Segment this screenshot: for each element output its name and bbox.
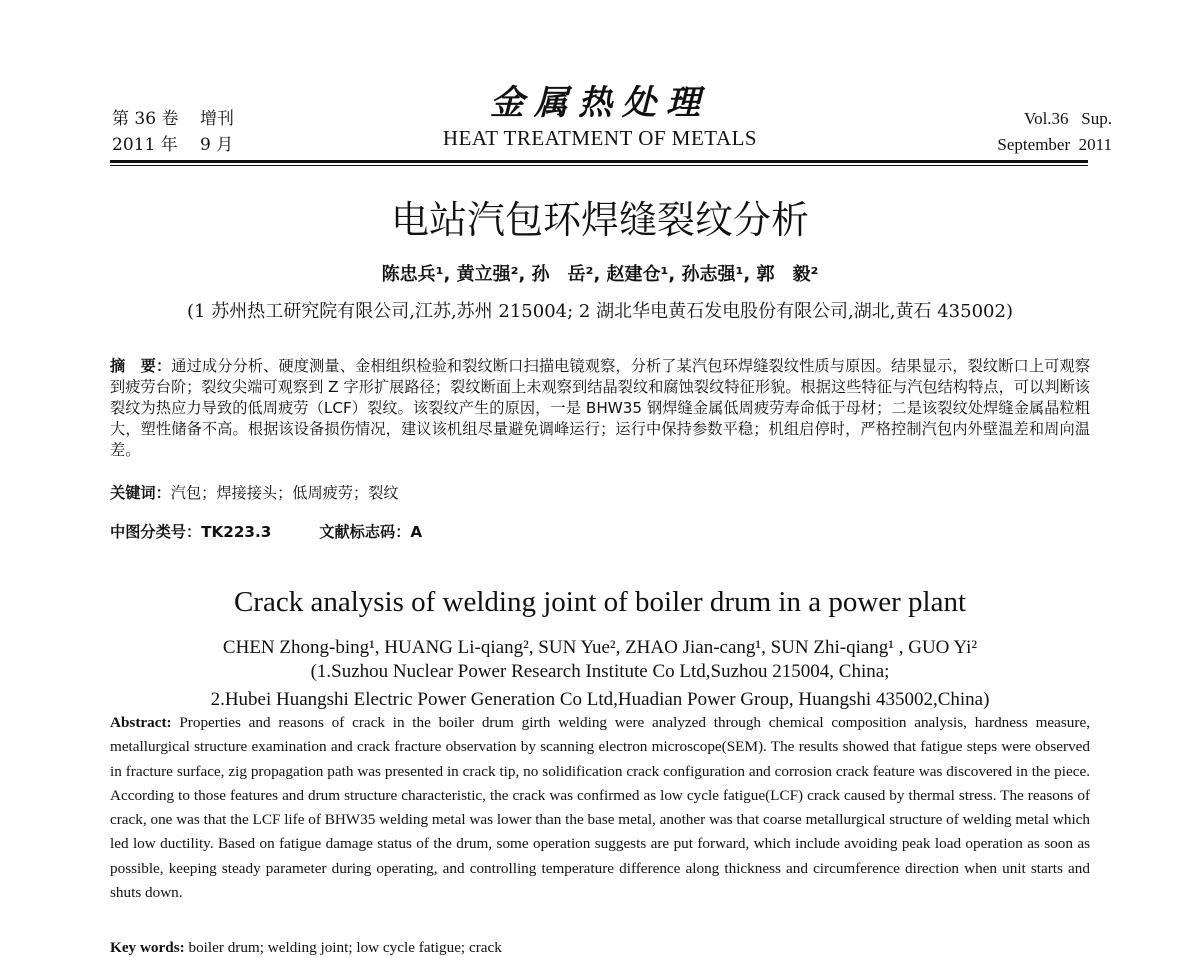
keywords-cn xyxy=(110,483,399,504)
abstract-en xyxy=(110,711,1090,905)
volume-cn: 第 36 卷 xyxy=(112,109,179,129)
year-cn: 2011 年 xyxy=(112,135,178,155)
doc-code-label: 文献标志码： xyxy=(319,523,411,541)
doc-code-value: A xyxy=(410,523,423,541)
abstract-cn-label: 摘 要： xyxy=(110,357,172,375)
keywords-en-text: boiler drum; welding joint; low cycle fatigue; crack xyxy=(184,939,502,956)
paper-title-en: Crack analysis of welding joint of boiler drum in a power plant xyxy=(233,586,967,618)
masthead-rule xyxy=(110,160,1088,166)
authors-cn: 陈忠兵¹, 黄立强², 孙 岳², 赵建仓¹, 孙志强¹, 郭 毅² xyxy=(381,264,819,285)
clc-label: 中图分类号： xyxy=(110,523,202,541)
masthead-left xyxy=(112,106,234,158)
volume-en: Vol.36 Sup. xyxy=(1023,109,1112,128)
affiliation-en-2: 2.Hubei Huangshi Electric Power Generation Co Ltd,Huadian Power Group, Huangshi 435002,China) xyxy=(210,689,990,710)
keywords-en-label: Key words: xyxy=(110,939,185,956)
journal-name-cn: 金属热处理 xyxy=(490,83,710,123)
authors-en: CHEN Zhong-bing¹, HUANG Li-qiang², SUN Yue², ZHAO Jian-cang¹, SUN Zhi-qiang¹ , GUO Yi² xyxy=(222,637,978,658)
clc-value: TK223.3 xyxy=(201,523,272,541)
journal-masthead xyxy=(400,80,800,150)
journal-name-en: HEAT TREATMENT OF METALS xyxy=(442,126,758,150)
paper-title-cn: 电站汽包环焊缝裂纹分析 xyxy=(390,198,809,242)
keywords-cn-label: 关键词： xyxy=(110,484,171,502)
abstract-cn xyxy=(110,356,1090,461)
abstract-en-label: Abstract: xyxy=(110,714,172,731)
abstract-cn-text: 通过成分分析、硬度测量、金相组织检验和裂纹断口扫描电镜观察，分析了某汽包环焊缝裂纹性质与原因。结果显示，裂纹断口上可观察到疲劳台阶；裂纹尖端可观察到 Z 字形扩展路径；裂纹断面上未观察到结晶裂纹和腐蚀裂纹特征形貌。根据这些特征与汽包结构特点，可以判断该裂纹为热应力导致的低周疲劳（LCF）裂纹。该裂纹产生的原因，一是 BHW35 钢焊缝金属低周疲劳寿命低于母材；二是该裂纹处焊缝金属晶粒粗大，塑性储备不高。根据该设备损伤情况，建议该机组尽量避免调峰运行；运行中保持参数平稳；机组启停时，严格控制汽包内外壁温差和周向温差。 xyxy=(110,357,1091,459)
classification-cn xyxy=(110,522,422,543)
keywords-en xyxy=(110,938,502,958)
masthead-right xyxy=(997,106,1112,158)
keywords-cn-text: 汽包；焊接接头；低周疲劳；裂纹 xyxy=(170,484,399,502)
abstract-en-text: Properties and reasons of crack in the boiler drum girth welding were analyzed through chemical composition analysis, hardness measure, metallurgical structure examination and crack fracture observation by scanning electron microscope(SEM). The results showed that fatigue steps were observed in fracture surface, zig propagation path was presented in crack tip, no solidification crack configuration and corrosion crack feature was discovered in the piece. According to those features and drum structure characteristic, the crack was confirmed as low cycle fatigue(LCF) crack caused by thermal stress. The reasons of crack, one was that the LCF life of BHW35 welding metal was lower than the base metal, another was that coarse metallurgical structure of welding metal which led low ductility. Based on fatigue damage status of the drum, some operation suggests are put forward, which include avoiding peak load operation as soon as possible, keeping steady parameter during operating, and controlling temperature difference along thickness and circumference direction when unit starts and shuts down. xyxy=(110,714,1090,902)
affiliation-en-1: (1.Suzhou Nuclear Power Research Institute Co Ltd,Suzhou 215004, China; xyxy=(310,661,890,682)
month-cn: 9 月 xyxy=(200,135,234,155)
date-en: September 2011 xyxy=(997,135,1112,154)
issue-cn: 增刊 xyxy=(200,109,234,129)
affiliation-cn: (1 苏州热工研究院有限公司,江苏,苏州 215004; 2 湖北华电黄石发电股份有限公司,湖北,黄石 435002) xyxy=(187,301,1013,322)
